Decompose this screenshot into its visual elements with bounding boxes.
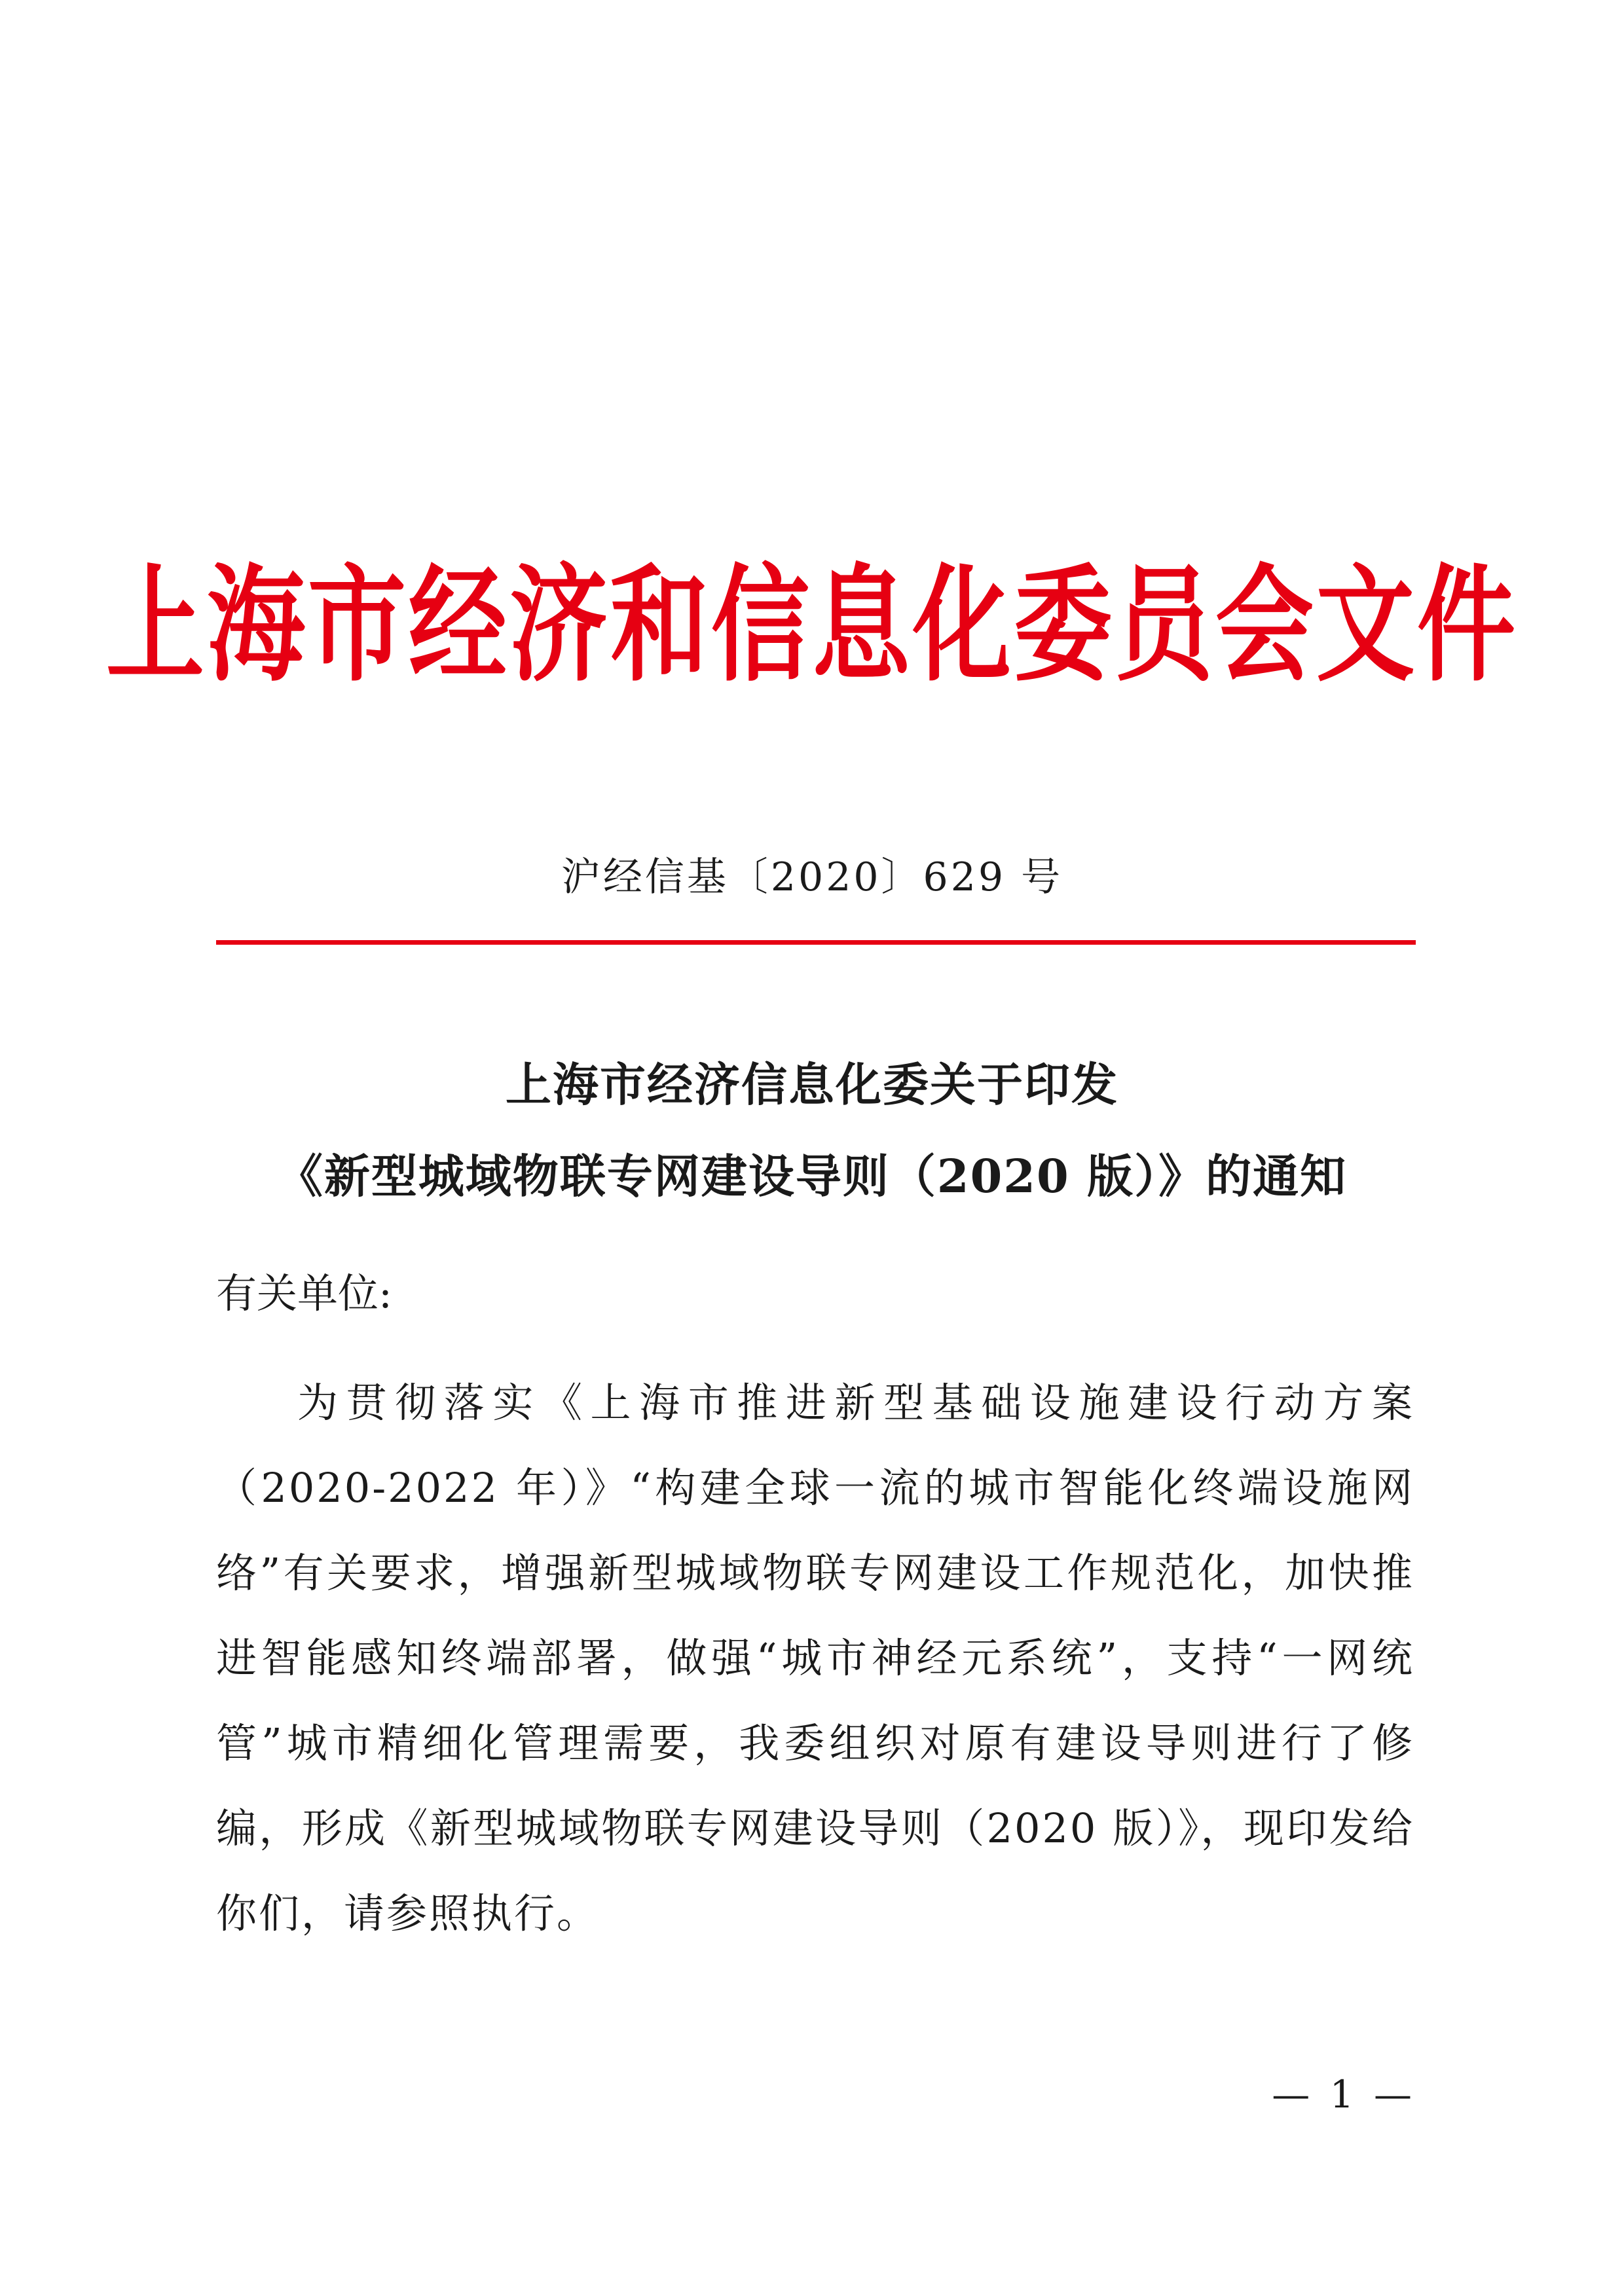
salutation: 有关单位: [216,1269,392,1317]
body-paragraph: 为贯彻落实《上海市推进新型基础设施建设行动方案（2020-2022 年）》“构建全球一流的城市智能化终端设施网络”有关要求，增强新型城域物联专网建设工作规范化，加快推进智能感知终端部署，做强“城市神经元系统”，支持“一网统管”城市精细化管理需要，我委组织对原有建设导则进行了修编，形成《新型城域物联专网建设导则（2020 版）》，现印发给你们，请参照执行。 [216,1379,1414,1937]
red-rule [216,940,1416,945]
notice-title-line-1: 上海市经济信息化委关于印发 [506,1057,1118,1112]
page-number: — 1 — [1272,2072,1416,2117]
document-number: 沪经信基〔2020〕629 号 [561,854,1063,900]
masthead [0,551,1624,699]
notice-title-line-2: 《新型城域物联专网建设导则（2020 版）》的通知 [276,1149,1348,1203]
masthead-text: 上海市经济和信息化委员会文件 [105,551,1518,699]
